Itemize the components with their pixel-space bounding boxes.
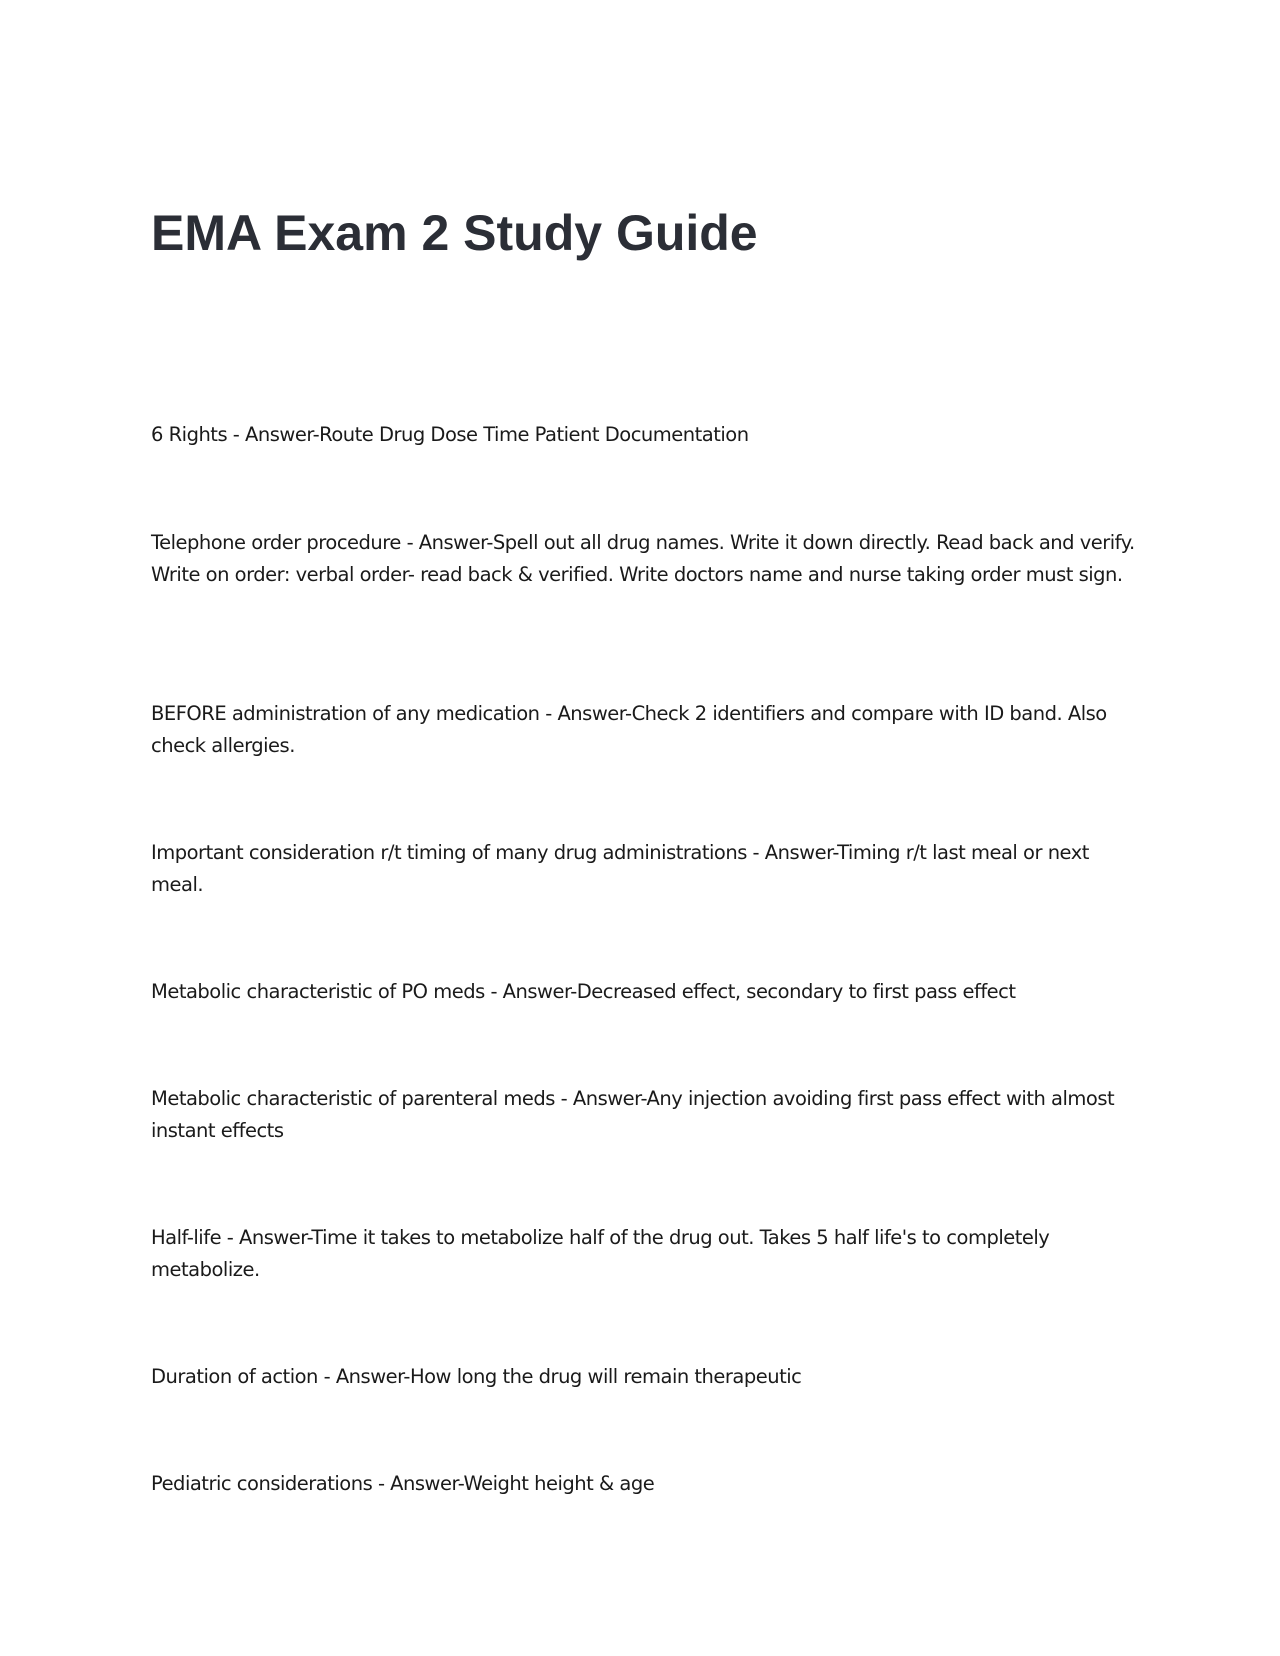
study-entry-pediatric-considerations: Pediatric considerations - Answer-Weight height & age [151, 1472, 655, 1495]
document-title: EMA Exam 2 Study Guide [151, 205, 758, 261]
study-entry-parenteral-meds: Metabolic characteristic of parenteral meds - Answer-Any injection avoiding first pass effect with almost instant effects [151, 1087, 1115, 1142]
study-entry-po-meds: Metabolic characteristic of PO meds - Answer-Decreased effect, secondary to first pass effect [151, 980, 1016, 1003]
study-entry-half-life: Half-life - Answer-Time it takes to metabolize half of the drug out. Takes 5 half life's to completely metabolize. [151, 1226, 1050, 1281]
study-entry-timing-consideration: Important consideration r/t timing of many drug administrations - Answer-Timing r/t last meal or next meal. [151, 841, 1089, 896]
study-entry-telephone-order: Telephone order procedure - Answer-Spell out all drug names. Write it down directly. Read back and verify. Write on order: verbal order- read back & verified. Write doctors name and nurse taking order must sign. [151, 531, 1135, 586]
study-entry-6-rights: 6 Rights - Answer-Route Drug Dose Time Patient Documentation [151, 423, 749, 446]
study-entry-before-administration: BEFORE administration of any medication - Answer-Check 2 identifiers and compare with ID band. Also check allergies. [151, 702, 1107, 757]
study-entry-duration-of-action: Duration of action - Answer-How long the drug will remain therapeutic [151, 1365, 802, 1388]
